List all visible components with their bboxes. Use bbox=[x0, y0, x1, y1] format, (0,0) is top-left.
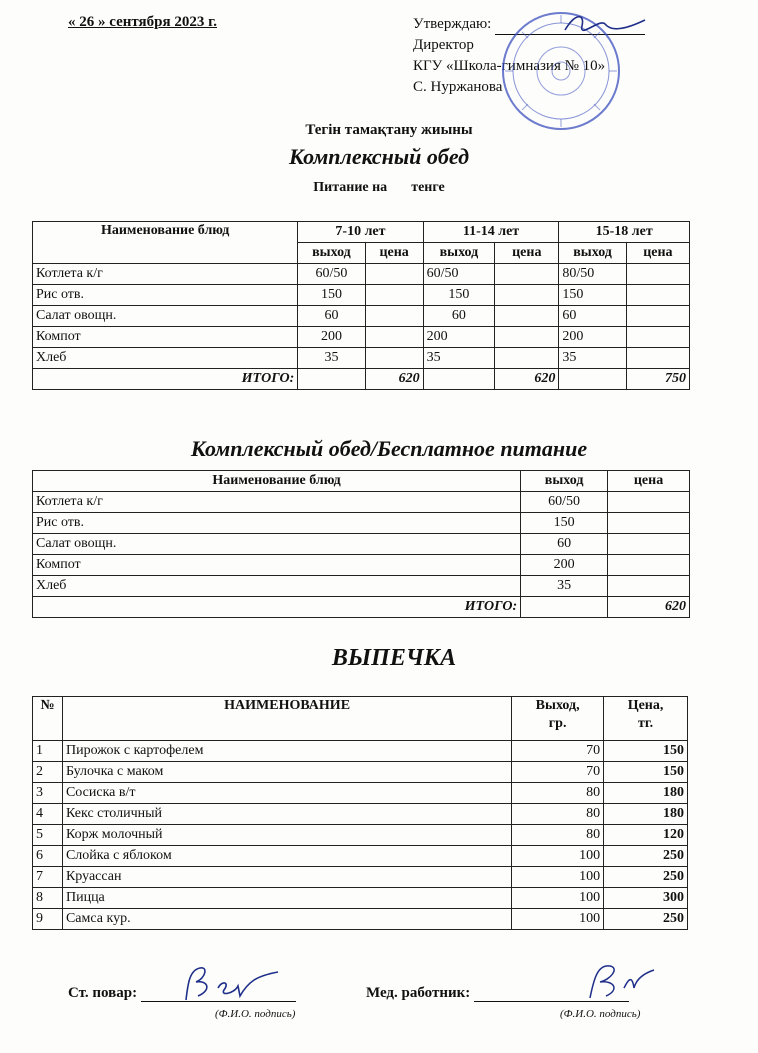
subtitle-kazakh: Тегін тамақтану жиыны bbox=[305, 122, 473, 138]
med-signature-icon bbox=[580, 958, 660, 1004]
total-7-10: 620 bbox=[365, 369, 423, 390]
col-price-line2: тг. bbox=[637, 716, 654, 731]
item-name: Круассан bbox=[62, 867, 511, 888]
dish-out: 150 bbox=[521, 513, 608, 534]
pitanie-suffix: тенге bbox=[411, 180, 445, 195]
col-dish-name: Наименование блюд bbox=[33, 471, 521, 492]
complex-lunch-table bbox=[32, 221, 690, 390]
free-meal-table bbox=[32, 470, 690, 618]
dish-out: 60/50 bbox=[423, 264, 495, 285]
table-row bbox=[33, 576, 690, 597]
item-out: 80 bbox=[512, 804, 604, 825]
sub-price: цена bbox=[365, 243, 423, 264]
item-name: Сосиска в/т bbox=[62, 783, 511, 804]
dish-out: 60/50 bbox=[521, 492, 608, 513]
dish-price bbox=[365, 285, 423, 306]
dish-name: Рис отв. bbox=[33, 285, 298, 306]
item-number: 5 bbox=[33, 825, 63, 846]
table-row bbox=[33, 327, 690, 348]
dish-out: 200 bbox=[423, 327, 495, 348]
dish-price bbox=[495, 264, 559, 285]
dish-name: Компот bbox=[33, 555, 521, 576]
dish-price bbox=[626, 306, 689, 327]
col-price bbox=[604, 697, 688, 741]
document-date: « 26 » сентября 2023 г. bbox=[68, 14, 218, 30]
dish-out: 150 bbox=[298, 285, 365, 306]
item-out: 100 bbox=[512, 909, 604, 930]
cook-signature-icon bbox=[178, 962, 288, 1006]
item-out: 80 bbox=[512, 825, 604, 846]
dish-price bbox=[365, 327, 423, 348]
item-number: 9 bbox=[33, 909, 63, 930]
sub-price: цена bbox=[495, 243, 559, 264]
table-row bbox=[33, 264, 690, 285]
dish-price bbox=[608, 492, 690, 513]
pitanie-prefix: Питание на bbox=[313, 180, 388, 195]
table-row bbox=[33, 762, 688, 783]
dish-price bbox=[495, 285, 559, 306]
age-group-15-18: 15-18 лет bbox=[559, 222, 690, 243]
dish-price bbox=[626, 327, 689, 348]
dish-price bbox=[626, 285, 689, 306]
total-11-14: 620 bbox=[495, 369, 559, 390]
med-label: Мед. работник: bbox=[366, 985, 471, 1001]
dish-out: 200 bbox=[521, 555, 608, 576]
dish-price bbox=[608, 513, 690, 534]
table-row bbox=[33, 867, 688, 888]
item-number: 6 bbox=[33, 846, 63, 867]
item-price: 250 bbox=[604, 909, 688, 930]
total-label: ИТОГО: bbox=[33, 369, 298, 390]
pitanie-line bbox=[0, 180, 758, 196]
item-price: 180 bbox=[604, 804, 688, 825]
sub-price: цена bbox=[626, 243, 689, 264]
director-signature-icon bbox=[560, 8, 650, 38]
col-out bbox=[512, 697, 604, 741]
table-row bbox=[33, 348, 690, 369]
cook-label: Ст. повар: bbox=[68, 985, 138, 1001]
approval-position: Директор bbox=[413, 37, 474, 53]
approval-label: Утверждаю: bbox=[413, 16, 492, 32]
item-number: 2 bbox=[33, 762, 63, 783]
table-row bbox=[33, 846, 688, 867]
item-number: 7 bbox=[33, 867, 63, 888]
section-title-complex-lunch: Комплексный обед bbox=[288, 144, 469, 169]
item-name: Булочка с маком bbox=[62, 762, 511, 783]
table-row bbox=[33, 306, 690, 327]
col-name: НАИМЕНОВАНИЕ bbox=[62, 697, 511, 741]
total-label: ИТОГО: bbox=[33, 597, 521, 618]
table-row bbox=[33, 492, 690, 513]
item-name: Пирожок с картофелем bbox=[62, 741, 511, 762]
age-group-7-10: 7-10 лет bbox=[298, 222, 423, 243]
dish-out: 60 bbox=[559, 306, 626, 327]
item-out: 100 bbox=[512, 846, 604, 867]
dish-price bbox=[608, 534, 690, 555]
col-dish-name: Наименование блюд bbox=[33, 222, 298, 264]
item-out: 70 bbox=[512, 762, 604, 783]
item-name: Пицца bbox=[62, 888, 511, 909]
cook-caption: (Ф.И.О. подпись) bbox=[215, 1008, 296, 1020]
item-price: 150 bbox=[604, 762, 688, 783]
dish-out: 80/50 bbox=[559, 264, 626, 285]
item-out: 80 bbox=[512, 783, 604, 804]
med-caption: (Ф.И.О. подпись) bbox=[560, 1008, 641, 1020]
total-row bbox=[33, 369, 690, 390]
item-name: Корж молочный bbox=[62, 825, 511, 846]
total-row bbox=[33, 597, 690, 618]
item-number: 1 bbox=[33, 741, 63, 762]
item-price: 250 bbox=[604, 867, 688, 888]
dish-out: 35 bbox=[298, 348, 365, 369]
dish-price bbox=[626, 264, 689, 285]
table-row bbox=[33, 555, 690, 576]
col-out-line2: гр. bbox=[548, 716, 567, 731]
col-out: выход bbox=[521, 471, 608, 492]
col-price: цена bbox=[608, 471, 690, 492]
item-name: Самса кур. bbox=[62, 909, 511, 930]
dish-name: Котлета к/г bbox=[33, 492, 521, 513]
total-value: 620 bbox=[608, 597, 690, 618]
sub-out: выход bbox=[423, 243, 495, 264]
dish-price bbox=[365, 264, 423, 285]
sub-out: выход bbox=[559, 243, 626, 264]
dish-price bbox=[495, 306, 559, 327]
age-group-11-14: 11-14 лет bbox=[423, 222, 559, 243]
dish-price bbox=[365, 348, 423, 369]
dish-name: Салат овощн. bbox=[33, 534, 521, 555]
col-out-line1: Выход, bbox=[535, 698, 580, 713]
col-number: № bbox=[33, 697, 63, 741]
dish-out: 200 bbox=[298, 327, 365, 348]
total-15-18: 750 bbox=[626, 369, 689, 390]
dish-name: Хлеб bbox=[33, 576, 521, 597]
table-row bbox=[33, 534, 690, 555]
dish-name: Рис отв. bbox=[33, 513, 521, 534]
item-price: 250 bbox=[604, 846, 688, 867]
table-row bbox=[33, 513, 690, 534]
item-price: 150 bbox=[604, 741, 688, 762]
dish-out: 150 bbox=[559, 285, 626, 306]
dish-name: Хлеб bbox=[33, 348, 298, 369]
dish-out: 60 bbox=[521, 534, 608, 555]
section-title-free-meal: Комплексный обед/Бесплатное питание bbox=[190, 436, 588, 461]
dish-out: 60/50 bbox=[298, 264, 365, 285]
item-out: 100 bbox=[512, 867, 604, 888]
dish-price bbox=[495, 348, 559, 369]
table-row bbox=[33, 804, 688, 825]
item-out: 70 bbox=[512, 741, 604, 762]
item-number: 8 bbox=[33, 888, 63, 909]
section-title-bakery: ВЫПЕЧКА bbox=[331, 645, 457, 671]
dish-price bbox=[495, 327, 559, 348]
approval-director-name: С. Нуржанова bbox=[413, 79, 503, 95]
item-out: 100 bbox=[512, 888, 604, 909]
dish-out: 35 bbox=[559, 348, 626, 369]
table-row bbox=[33, 909, 688, 930]
dish-out: 35 bbox=[423, 348, 495, 369]
dish-out: 200 bbox=[559, 327, 626, 348]
dish-name: Котлета к/г bbox=[33, 264, 298, 285]
dish-price bbox=[608, 555, 690, 576]
item-price: 180 bbox=[604, 783, 688, 804]
col-price-line1: Цена, bbox=[627, 698, 664, 713]
dish-price bbox=[626, 348, 689, 369]
dish-price bbox=[608, 576, 690, 597]
item-number: 4 bbox=[33, 804, 63, 825]
table-row bbox=[33, 888, 688, 909]
dish-out: 60 bbox=[298, 306, 365, 327]
approval-organization: КГУ «Школа-гимназия № 10» bbox=[413, 58, 606, 74]
item-name: Слойка с яблоком bbox=[62, 846, 511, 867]
dish-price bbox=[365, 306, 423, 327]
bakery-table bbox=[32, 696, 688, 930]
dish-name: Салат овощн. bbox=[33, 306, 298, 327]
table-row bbox=[33, 741, 688, 762]
dish-out: 60 bbox=[423, 306, 495, 327]
table-row bbox=[33, 285, 690, 306]
dish-name: Компот bbox=[33, 327, 298, 348]
sub-out: выход bbox=[298, 243, 365, 264]
dish-out: 150 bbox=[423, 285, 495, 306]
item-name: Кекс столичный bbox=[62, 804, 511, 825]
item-price: 120 bbox=[604, 825, 688, 846]
item-price: 300 bbox=[604, 888, 688, 909]
table-row bbox=[33, 783, 688, 804]
dish-out: 35 bbox=[521, 576, 608, 597]
item-number: 3 bbox=[33, 783, 63, 804]
table-row bbox=[33, 825, 688, 846]
